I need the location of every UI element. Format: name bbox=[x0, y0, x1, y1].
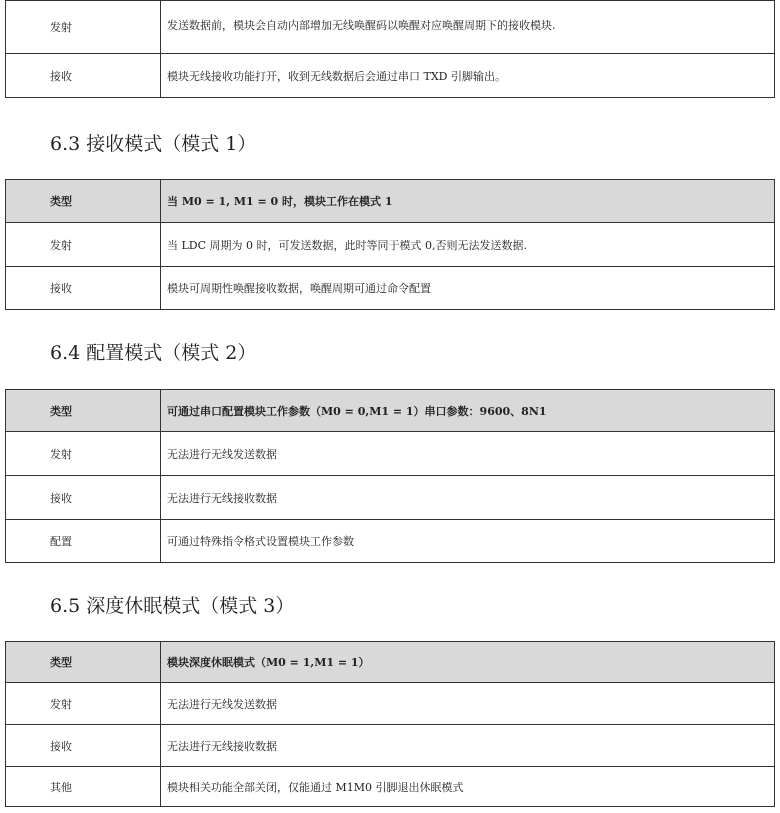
row-text: 发送数据前，模块会自动内部增加无线唤醒码以唤醒对应唤醒周期下的接收模块. bbox=[161, 1, 775, 54]
mode3-table bbox=[5, 641, 775, 807]
table-header-row bbox=[6, 180, 775, 223]
table-row bbox=[6, 725, 775, 767]
row-label: 发射 bbox=[6, 432, 161, 476]
table-row bbox=[6, 767, 775, 807]
section-heading-6-5: 6.5 深度休眠模式（模式 3） bbox=[50, 595, 295, 617]
row-label: 配置 bbox=[6, 520, 161, 563]
table-row bbox=[6, 54, 775, 98]
table-row bbox=[6, 223, 775, 267]
table-row bbox=[6, 476, 775, 520]
table-row bbox=[6, 520, 775, 563]
row-text: 无法进行无线接收数据 bbox=[161, 476, 775, 520]
row-label: 发射 bbox=[6, 1, 161, 54]
table-row bbox=[6, 267, 775, 310]
row-label: 其他 bbox=[6, 767, 161, 807]
header-text: 可通过串口配置模块工作参数（M0 = 0,M1 = 1）串口参数：9600、8N1 bbox=[161, 390, 775, 432]
row-text: 模块无线接收功能打开，收到无线数据后会通过串口 TXD 引脚输出。 bbox=[161, 54, 775, 98]
row-label: 发射 bbox=[6, 223, 161, 267]
row-text: 当 LDC 周期为 0 时，可发送数据，此时等同于模式 0,否则无法发送数据. bbox=[161, 223, 775, 267]
row-label: 发射 bbox=[6, 683, 161, 725]
row-text: 可通过特殊指令格式设置模块工作参数 bbox=[161, 520, 775, 563]
row-label: 接收 bbox=[6, 476, 161, 520]
header-label: 类型 bbox=[6, 390, 161, 432]
section-heading-6-3: 6.3 接收模式（模式 1） bbox=[50, 133, 257, 155]
table-row bbox=[6, 432, 775, 476]
row-label: 接收 bbox=[6, 267, 161, 310]
row-text: 模块相关功能全部关闭，仅能通过 M1M0 引脚退出休眠模式 bbox=[161, 767, 775, 807]
section-heading-6-4: 6.4 配置模式（模式 2） bbox=[50, 342, 257, 364]
row-label: 接收 bbox=[6, 54, 161, 98]
table-row bbox=[6, 683, 775, 725]
table-header-row bbox=[6, 642, 775, 683]
row-label: 接收 bbox=[6, 725, 161, 767]
header-label: 类型 bbox=[6, 180, 161, 223]
mode2-table bbox=[5, 389, 775, 563]
table-header-row bbox=[6, 390, 775, 432]
mode1-table bbox=[5, 179, 775, 310]
row-text: 无法进行无线发送数据 bbox=[161, 683, 775, 725]
table-row bbox=[6, 1, 775, 54]
header-text: 模块深度休眠模式（M0 = 1,M1 = 1） bbox=[161, 642, 775, 683]
mode0-table bbox=[5, 0, 775, 98]
header-text: 当 M0 = 1, M1 = 0 时，模块工作在模式 1 bbox=[161, 180, 775, 223]
row-text: 无法进行无线接收数据 bbox=[161, 725, 775, 767]
header-label: 类型 bbox=[6, 642, 161, 683]
row-text: 无法进行无线发送数据 bbox=[161, 432, 775, 476]
row-text: 模块可周期性唤醒接收数据，唤醒周期可通过命令配置 bbox=[161, 267, 775, 310]
